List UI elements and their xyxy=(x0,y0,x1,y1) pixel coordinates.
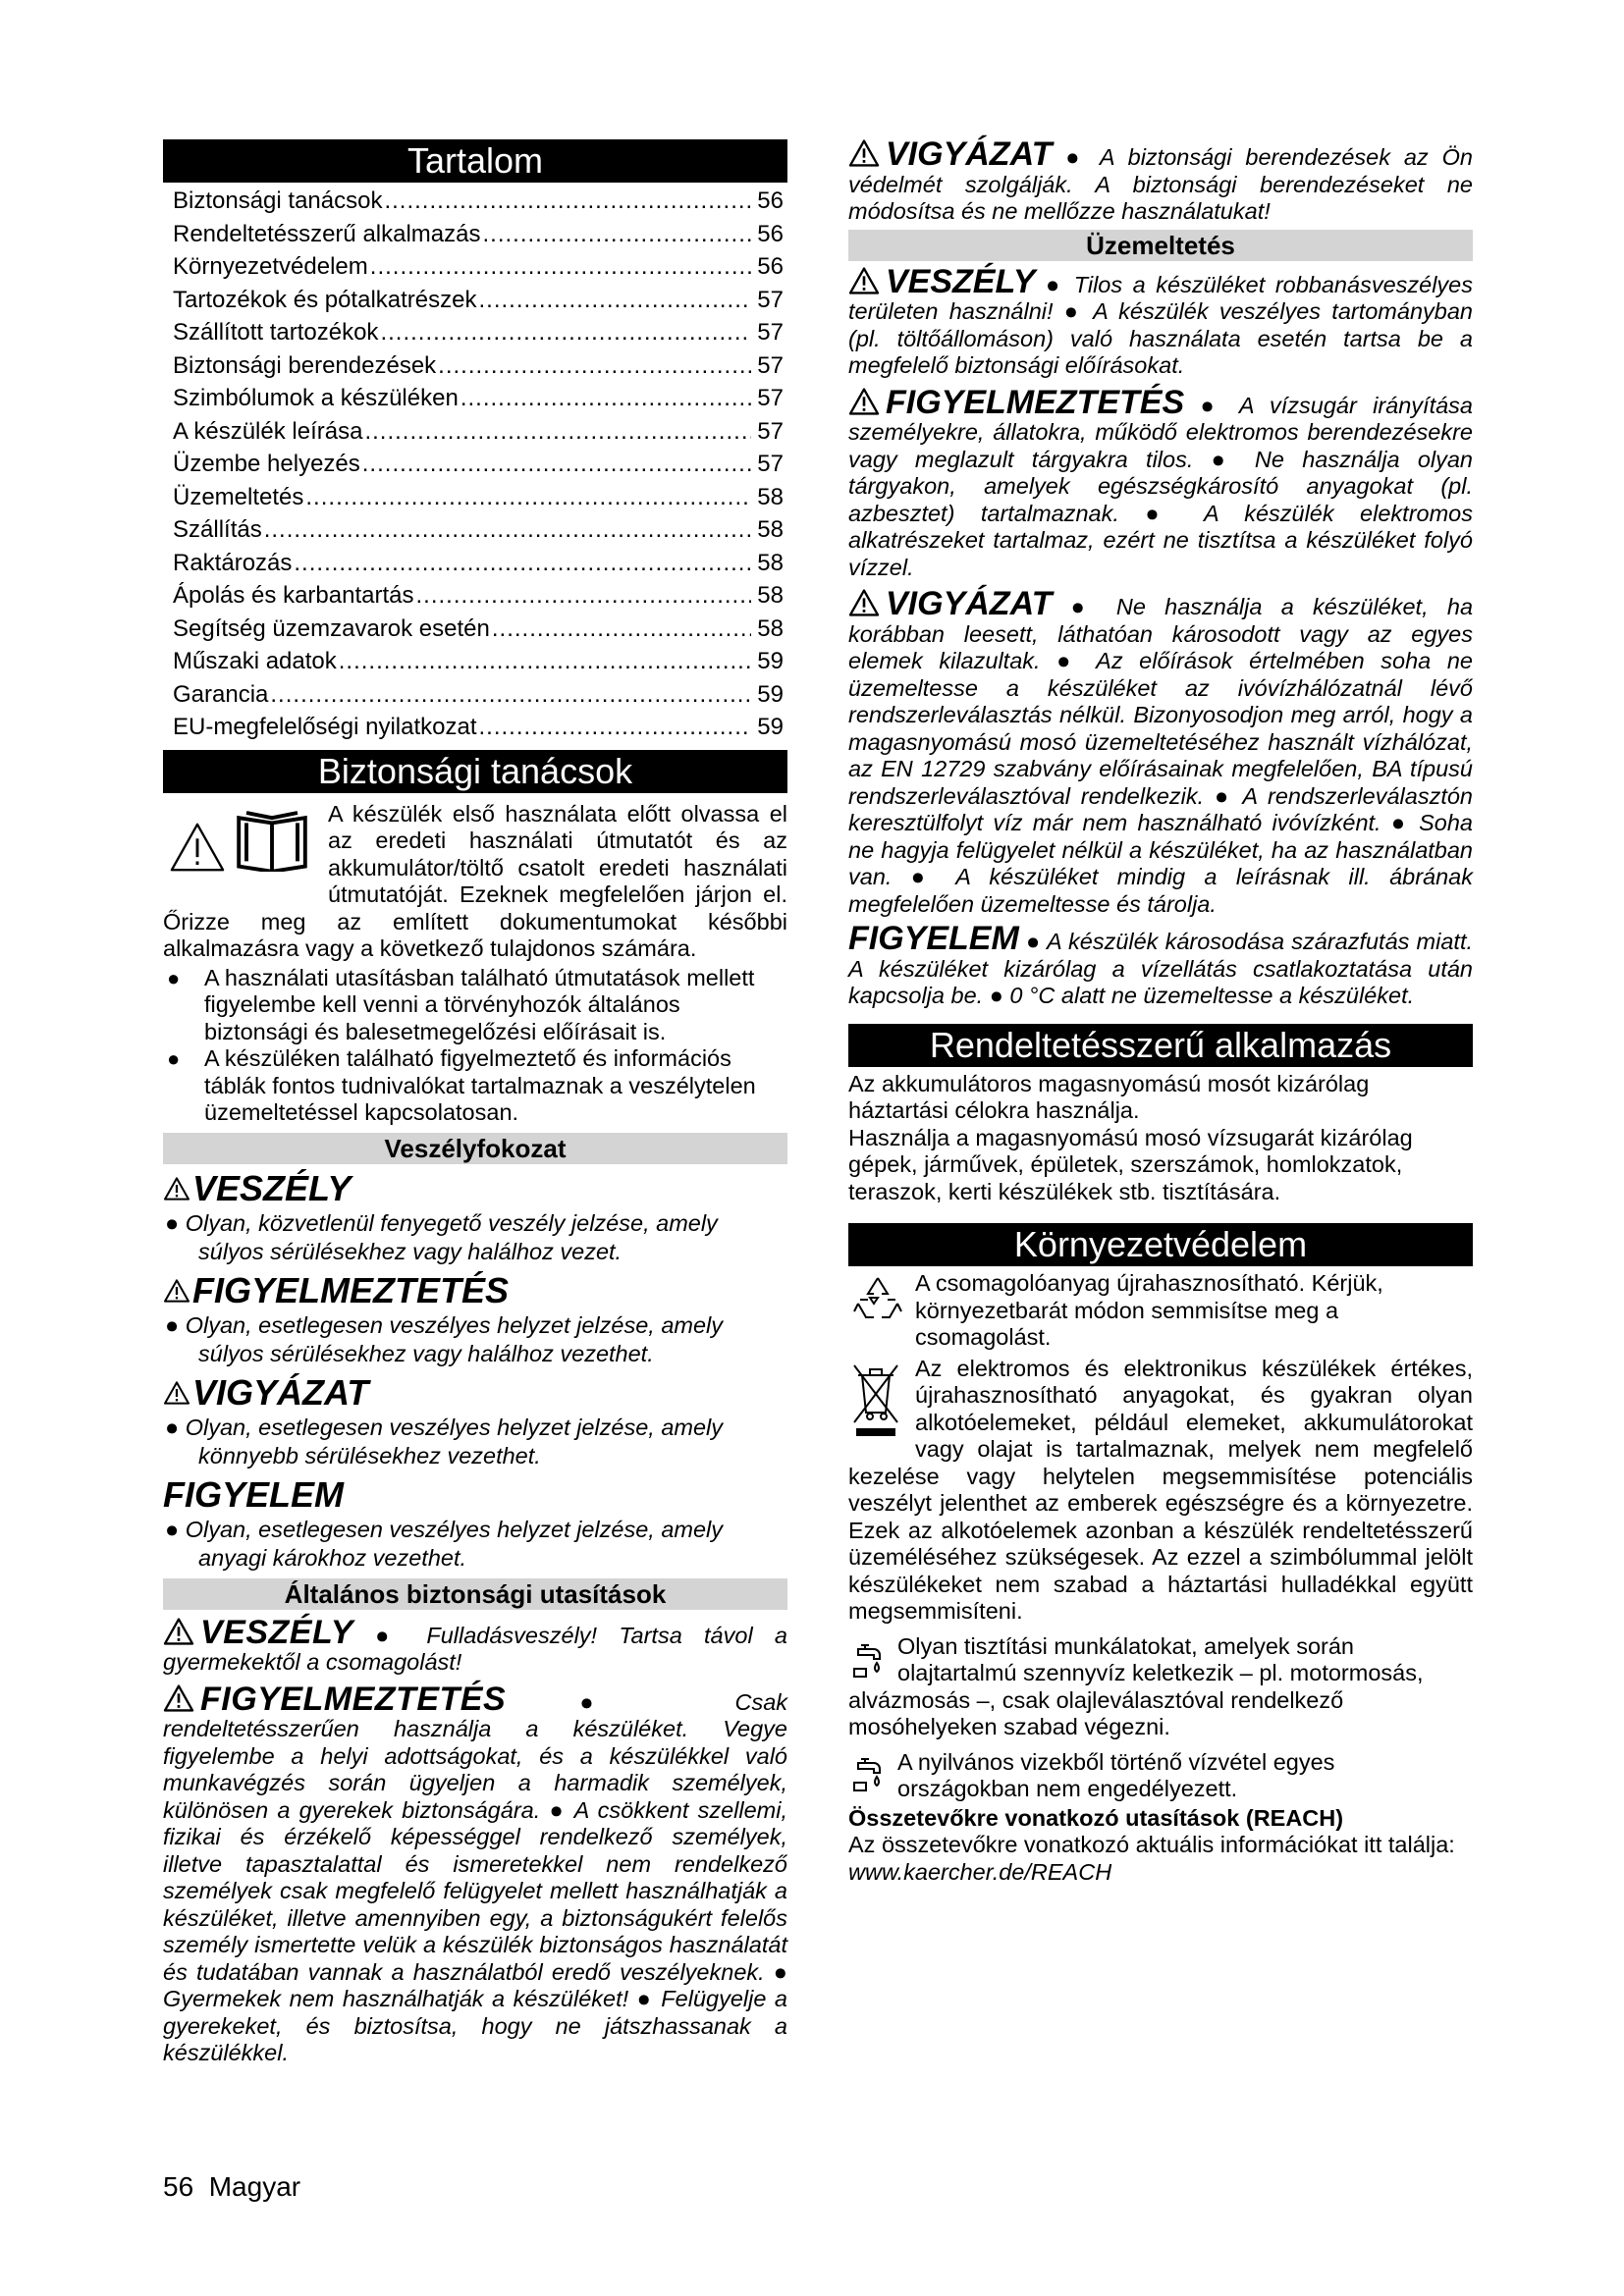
reach-text: Az összetevőkre vonatkozó aktuális információkat itt találja: www.kaercher.de/REACH xyxy=(848,1832,1455,1885)
oil-note xyxy=(848,1633,1473,1741)
toc-entry-title: A készülék leírása xyxy=(173,417,363,445)
warning-triangle-icon xyxy=(163,1618,194,1645)
toc-entry-title: Szállítás xyxy=(173,516,262,543)
toc-leader-dots xyxy=(438,349,751,383)
recycle-icon xyxy=(850,1274,905,1325)
toc-entry-title: Garancia xyxy=(173,680,269,708)
page-number: 56 xyxy=(163,2171,194,2202)
manual-book-icon xyxy=(234,805,310,872)
toc-leader-dots xyxy=(370,250,752,284)
warning-triangle-icon xyxy=(163,1279,190,1303)
oil-text: Olyan tisztítási munkálatokat, amelyek során olajtartalmú szennyvíz keletkezik – pl. motormosás, alvázmosás –, csak olajleválasztóval rendelkező mosóhelyeken szabad végezni. xyxy=(848,1632,1424,1739)
toc-entry-page: 59 xyxy=(757,680,784,708)
toc-entry-page: 58 xyxy=(757,614,784,642)
toc-entry-title: EU-megfelelőségi nyilatkozat xyxy=(173,714,477,740)
toc-leader-dots xyxy=(415,579,751,613)
intended-use-text-1: Az akkumulátoros magasnyomású mosót kizárólag háztartási célokra használja. xyxy=(848,1070,1370,1123)
toc-entry[interactable] xyxy=(173,349,784,383)
list-item: ● A használati utasításban található útmutatások mellett figyelembe kell venni a törvényhozók általános biztonsági és balesetmegelőzési előírásait is. xyxy=(167,964,755,1044)
hazard-levels-heading: Veszélyfokozat xyxy=(163,1133,787,1164)
toc-entry-page: 59 xyxy=(757,648,784,674)
toc-leader-dots xyxy=(478,711,751,744)
toc-entry[interactable] xyxy=(173,645,784,678)
warning-triangle-icon xyxy=(848,388,880,415)
right-column xyxy=(848,135,1474,1886)
toc-entry-page: 58 xyxy=(757,582,784,609)
table-of-contents xyxy=(173,185,784,744)
toc-entry[interactable] xyxy=(173,547,784,580)
crossed-bin-icon xyxy=(848,1360,903,1438)
bullet-icon: ● xyxy=(167,1046,181,1071)
safety-intro xyxy=(163,801,787,963)
footer-language: Magyar xyxy=(208,2171,301,2202)
toc-leader-dots xyxy=(483,218,752,251)
page-footer xyxy=(163,2171,300,2203)
recycle-text: A csomagolóanyag újrahasznosítható. Kérjük, környezetbarát módon semmisítse meg a csomagolást. xyxy=(915,1270,1383,1350)
left-column xyxy=(163,139,787,2067)
toc-entry-title: Üzembe helyezés xyxy=(173,451,360,477)
toc-entry-title: Környezetvédelem xyxy=(173,253,368,280)
warning-triangle-icon xyxy=(163,1381,190,1405)
toc-entry[interactable] xyxy=(173,284,784,317)
toc-entry[interactable] xyxy=(173,613,784,646)
general-danger-paragraph: VESZÉLY ● Fulladásveszély! Tartsa távol a gyermekektől a csomagolást! xyxy=(163,1613,787,1675)
warning-triangle-icon xyxy=(848,139,880,167)
operation-caution-paragraph: VIGYÁZAT ● Ne használja a készüléket, ha korábban leesett, láthatóan károsodott vagy az egyes elemek kilazultak. ● Az előírások értelmében soha ne üzemeltesse a készüléket az ivóvízhálózatnál lévő rendszerleválasztás nélkül. Bizonyosodjon meg arról, hogy a magasnyomású mosó üzemeltetéséhez használt vízhálózat, az EN 12729 szabvány előírásainak megfelelően, BA típusú rendszerleválasztóval rendelkezik. ● A rendszerleválasztón keresztülfolyt víz már nem használható ivóvízként. ● Soha ne hagyja felügyelet nélkül a készüléket, ha az használatban van. ● A készüléket mindig a leírásnak ill. ábrának megfelelően üzemeltesse és tárolja. xyxy=(848,585,1474,917)
warning-triangle-icon xyxy=(169,821,226,874)
level-name: FIGYELMEZTETÉS xyxy=(192,1269,510,1310)
environment-heading: Környezetvédelem xyxy=(848,1223,1473,1266)
list-item: ● A készüléken található figyelmeztető és információs táblák fontos tudnivalókat tartalmaznak a veszélytelen üzemeltetéssel kapcsolatosan. xyxy=(167,1045,756,1125)
general-warning-paragraph: FIGYELMEZTETÉS ● Csak rendeltetésszerűen használja a készüléket. Vegye figyelembe a helyi adottságokat, és a készülékkel való munkavégzés során ügyeljen a harmadik személyek, különösen a gyerekek biztonságára. ● A csökkent szellemi, fizikai és érzékelő képességgel rendelkező személyek, illetve tapasztalattal és ismeretekkel nem rendelkező személyek csak megfelelő felügyelet mellett használhatják a készüléket, illetve amennyiben egy, a biztonságukért felelős személy ismertette velük a készülék biztonságos használatát és tudatában vannak a használatból eredő veszélyeknek. ● Gyermekek nem használhatják a készüléket! ● Felügyelje a gyerekeket, és biztosítsa, hogy ne játszhassanak a készülékkel. xyxy=(163,1680,788,2065)
toc-leader-dots xyxy=(270,678,751,712)
toc-heading: Tartalom xyxy=(163,139,787,183)
level-warning: FIGYELMEZTETÉS ● Olyan, esetlegesen veszélyes helyzet jelzése, amely súlyos sérülésekhez vagy halálhoz vezethet. xyxy=(165,1269,724,1366)
toc-entry[interactable] xyxy=(173,481,784,514)
reach-link[interactable]: www.kaercher.de/REACH xyxy=(848,1858,1112,1885)
toc-entry-page: 58 xyxy=(757,549,784,576)
safety-bullets xyxy=(163,965,787,1127)
operation-notice-paragraph: FIGYELEM ● A készülék károsodása szárazfutás miatt. A készüléket kizárólag a vízellátás csatlakoztatása után kapcsolja be. ● 0 °C alatt ne üzemeltesse a készüléket. xyxy=(848,920,1473,1008)
toc-leader-dots xyxy=(380,316,751,349)
toc-entry[interactable] xyxy=(173,250,784,284)
warning-triangle-icon xyxy=(848,589,880,616)
toc-leader-dots xyxy=(339,645,752,678)
caution-paragraph: VIGYÁZAT ● A biztonsági berendezések az Ön védelmét szolgálják. A biztonsági berendezéseket ne módosítsa és ne mellőzze használatukat! xyxy=(848,135,1474,224)
warning-triangle-icon xyxy=(163,1684,194,1712)
warning-triangle-icon xyxy=(163,1177,190,1201)
intended-use-text-2: Használja a magasnyomású mosó vízsugarát kizárólag gépek, járművek, épületek, szerszámok, homlokzatok, teraszok, kerti készülékek stb. tisztítására. xyxy=(848,1124,1413,1204)
toc-leader-dots xyxy=(384,185,751,218)
reach-heading: Összetevőkre vonatkozó utasítások (REACH) xyxy=(848,1804,1344,1831)
toc-entry-page: 57 xyxy=(757,451,784,477)
toc-entry-title: Biztonsági tanácsok xyxy=(173,187,383,214)
toc-entry-page: 56 xyxy=(757,253,784,280)
toc-entry-page: 56 xyxy=(757,187,784,214)
toc-entry[interactable] xyxy=(173,218,784,251)
toc-entry-page: 57 xyxy=(757,286,784,313)
toc-entry-page: 57 xyxy=(757,385,784,411)
water-tap-icon xyxy=(848,1755,888,1794)
operation-heading: Üzemeltetés xyxy=(848,230,1473,261)
operation-warning-paragraph: FIGYELMEZTETÉS ● A vízsugár irányítása személyekre, állatokra, működő elektromos berendezésekre vagy meglazult tárgyakra tilos. ● Ne használja olyan tárgyakon, amelyek egészségkárosító anyagokat (pl. azbesztet) tartalmaznak. ● A készülék elektromos alkatrészeket tartalmaz, ezért ne tisztítsa a készüléket folyó vízzel. xyxy=(848,383,1473,580)
intended-use-heading: Rendeltetésszerű alkalmazás xyxy=(848,1024,1473,1067)
toc-entry-title: Szállított tartozékok xyxy=(173,319,379,346)
weee-text: Az elektromos és elektronikus készülékek értékes, újrahasznosítható anyagokat, és gyakran olyan alkotóelemeket, például elemeket, akkumulátorokat vagy olajat is tartalmaznak, melyek nem megfelelő kezelése vagy helytelen megsemmisítése potenciális veszélyt jelenthet az emberek egészségre és a környezetre. Ezek az alkotóelemek azonban a készülék rendeltetésszerű üzeméléséhez szükségesek. Az ezzel a szimbólummal jelölt készülékeket nem szabad a háztartási hulladékkal együtt megsemmisíteni. xyxy=(848,1355,1473,1624)
toc-entry-page: 59 xyxy=(757,714,784,740)
general-safety-heading: Általános biztonsági utasítások xyxy=(163,1578,787,1610)
level-name: VESZÉLY xyxy=(192,1167,352,1208)
toc-entry-title: Tartozékok és pótalkatrészek xyxy=(173,286,477,313)
toc-entry-page: 58 xyxy=(757,483,784,510)
toc-leader-dots xyxy=(305,481,751,514)
toc-entry-title: Rendeltetésszerű alkalmazás xyxy=(173,220,481,247)
toc-entry[interactable] xyxy=(173,448,784,481)
warning-triangle-icon xyxy=(848,267,880,294)
water-note xyxy=(848,1749,1473,1803)
safety-heading: Biztonsági tanácsok xyxy=(163,750,787,793)
toc-entry[interactable] xyxy=(173,316,784,349)
level-name: VIGYÁZAT xyxy=(192,1371,369,1413)
toc-entry-page: 57 xyxy=(757,319,784,346)
toc-leader-dots xyxy=(364,415,751,449)
toc-leader-dots xyxy=(478,284,751,317)
weee-note xyxy=(848,1356,1473,1626)
toc-entry-title: Ápolás és karbantartás xyxy=(173,582,414,609)
water-text: A nyilvános vizekből történő vízvétel egyes országokban nem engedélyezett. xyxy=(897,1748,1335,1801)
level-name: FIGYELEM xyxy=(163,1473,345,1515)
toc-entry-page: 58 xyxy=(757,516,784,543)
water-tap-icon xyxy=(848,1641,888,1681)
toc-entry[interactable] xyxy=(173,711,784,744)
toc-entry-page: 57 xyxy=(757,417,784,445)
toc-leader-dots xyxy=(362,448,752,481)
level-caution: VIGYÁZAT ● Olyan, esetlegesen veszélyes helyzet jelzése, amely könnyebb sérülésekhez vezethet. xyxy=(165,1371,724,1468)
toc-leader-dots xyxy=(460,382,751,415)
toc-entry[interactable] xyxy=(173,513,784,547)
safety-intro-text: A készülék első használata előtt olvassa el az eredeti használati útmutatót és az akkumulátor/töltő csatolt eredeti használati útmutatóját. Ezeknek megfelelően járjon el. Őrizze meg az említett dokumentumokat későbbi alkalmazásra vagy a következő tulajdonos számára. xyxy=(163,800,787,961)
level-danger: VESZÉLY ● Olyan, közvetlenül fenyegető veszély jelzése, amely súlyos sérülésekhez vagy halálhoz vezet. xyxy=(165,1167,718,1264)
toc-entry[interactable] xyxy=(173,579,784,613)
toc-entry-title: Műszaki adatok xyxy=(173,648,337,674)
toc-leader-dots xyxy=(264,513,752,547)
safety-intro-icons xyxy=(163,801,328,883)
toc-entry[interactable] xyxy=(173,415,784,449)
toc-entry-title: Üzemeltetés xyxy=(173,483,304,510)
toc-entry-title: Segítség üzemzavarok esetén xyxy=(173,614,490,642)
toc-leader-dots xyxy=(294,547,751,580)
toc-entry[interactable] xyxy=(173,185,784,218)
toc-entry-title: Raktározás xyxy=(173,549,293,576)
toc-entry-title: Szimbólumok a készüléken xyxy=(173,385,459,411)
toc-entry-page: 57 xyxy=(757,351,784,379)
level-notice: FIGYELEM ● Olyan, esetlegesen veszélyes helyzet jelzése, amely anyagi károkhoz vezethet. xyxy=(163,1473,724,1571)
toc-entry-page: 56 xyxy=(757,220,784,247)
recycle-note xyxy=(848,1270,1473,1352)
toc-leader-dots xyxy=(492,613,751,646)
operation-danger-paragraph: VESZÉLY ● Tilos a készüléket robbanásveszélyes területen használni! ● A készülék veszélyes tartományban (pl. töltőállomáson) való használata esetén tartsa be a megfelelő biztonsági előírásokat. xyxy=(848,262,1473,378)
toc-entry-title: Biztonsági berendezések xyxy=(173,351,437,379)
toc-entry[interactable] xyxy=(173,382,784,415)
toc-entry[interactable] xyxy=(173,678,784,712)
bullet-icon: ● xyxy=(167,965,181,990)
